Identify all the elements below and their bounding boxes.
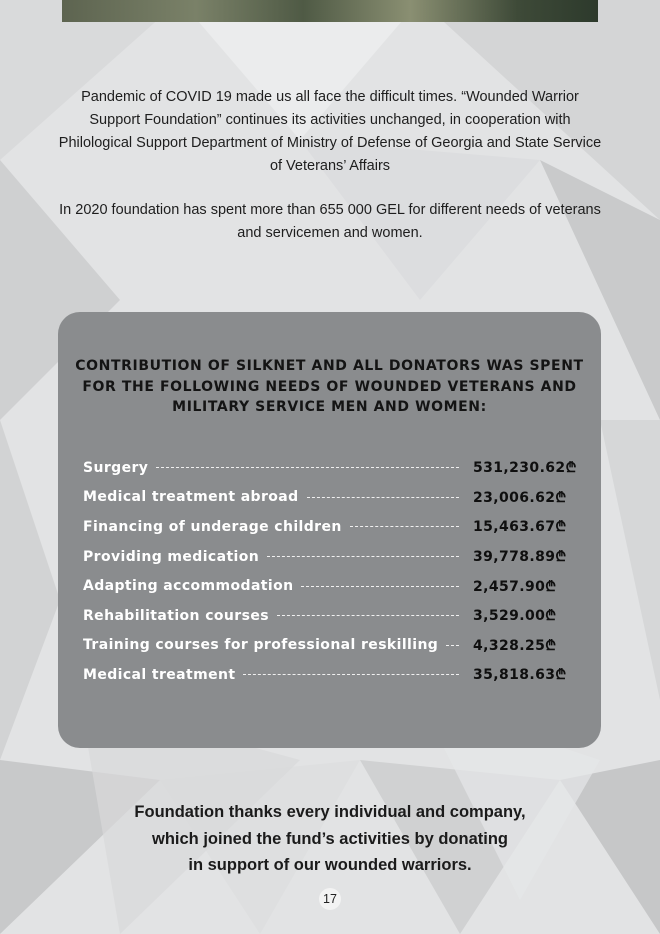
dotted-leader bbox=[307, 497, 459, 498]
page-number: 17 bbox=[319, 888, 341, 910]
expense-label: Adapting accommodation bbox=[83, 578, 294, 595]
expense-amount: 39,778.89₾ bbox=[473, 549, 567, 566]
intro-paragraph-2: In 2020 foundation has spent more than 655 000 GEL for different needs of veterans and servicemen and women. bbox=[59, 202, 601, 241]
expense-row bbox=[83, 631, 583, 661]
thanks-line-2: which joined the fund’s activities by donating bbox=[152, 829, 508, 848]
expense-label: Rehabilitation courses bbox=[83, 607, 269, 624]
intro-paragraph-1: Pandemic of COVID 19 made us all face the difficult times. “Wounded Warrior Support Foundation” continues its activities unchanged, in cooperation with Philological Support Department of Ministry of Defense of Georgia and State Service of Veterans’ Affairs bbox=[58, 89, 602, 174]
expense-amount: 2,457.90₾ bbox=[473, 578, 557, 595]
expense-amount: 4,328.25₾ bbox=[473, 637, 557, 654]
expense-row bbox=[83, 453, 583, 483]
dotted-leader bbox=[350, 526, 459, 527]
expenses-list bbox=[83, 453, 583, 690]
dotted-leader bbox=[446, 645, 459, 646]
thanks-line-3: in support of our wounded warriors. bbox=[188, 856, 472, 874]
expense-row bbox=[83, 542, 583, 572]
panel-heading-line-1: CONTRIBUTION OF SILKNET AND ALL DONATORS WAS SPENT bbox=[75, 358, 584, 374]
expense-label: Medical treatment abroad bbox=[83, 489, 299, 506]
expense-amount: 15,463.67₾ bbox=[473, 519, 567, 536]
expense-label: Financing of underage children bbox=[83, 518, 342, 535]
thanks-message bbox=[0, 799, 660, 879]
header-photo-strip bbox=[62, 0, 598, 22]
expense-label: Providing medication bbox=[83, 548, 260, 565]
expense-row bbox=[83, 483, 583, 513]
intro-text bbox=[55, 86, 605, 266]
panel-heading bbox=[58, 356, 601, 418]
thanks-line-1: Foundation thanks every individual and company, bbox=[134, 803, 526, 821]
expense-row bbox=[83, 571, 583, 601]
expense-amount: 23,006.62₾ bbox=[473, 489, 567, 506]
expense-amount: 3,529.00₾ bbox=[473, 608, 557, 625]
expense-label: Surgery bbox=[83, 459, 149, 476]
dotted-leader bbox=[277, 615, 459, 616]
expense-label: Medical treatment bbox=[83, 666, 236, 683]
dotted-leader bbox=[156, 467, 459, 468]
expense-row bbox=[83, 512, 583, 542]
expense-row bbox=[83, 660, 583, 690]
expense-amount: 531,230.62₾ bbox=[473, 460, 577, 477]
dotted-leader bbox=[243, 674, 459, 675]
expense-label: Training courses for professional reskilling bbox=[83, 637, 439, 654]
panel-heading-line-2: FOR THE FOLLOWING NEEDS OF WOUNDED VETERANS AND bbox=[82, 378, 577, 395]
panel-heading-line-3: MILITARY SERVICE MEN AND WOMEN: bbox=[172, 399, 487, 415]
dotted-leader bbox=[267, 556, 459, 557]
expense-amount: 35,818.63₾ bbox=[473, 667, 567, 684]
expense-row bbox=[83, 601, 583, 631]
expenses-panel bbox=[58, 312, 601, 748]
dotted-leader bbox=[301, 586, 459, 587]
